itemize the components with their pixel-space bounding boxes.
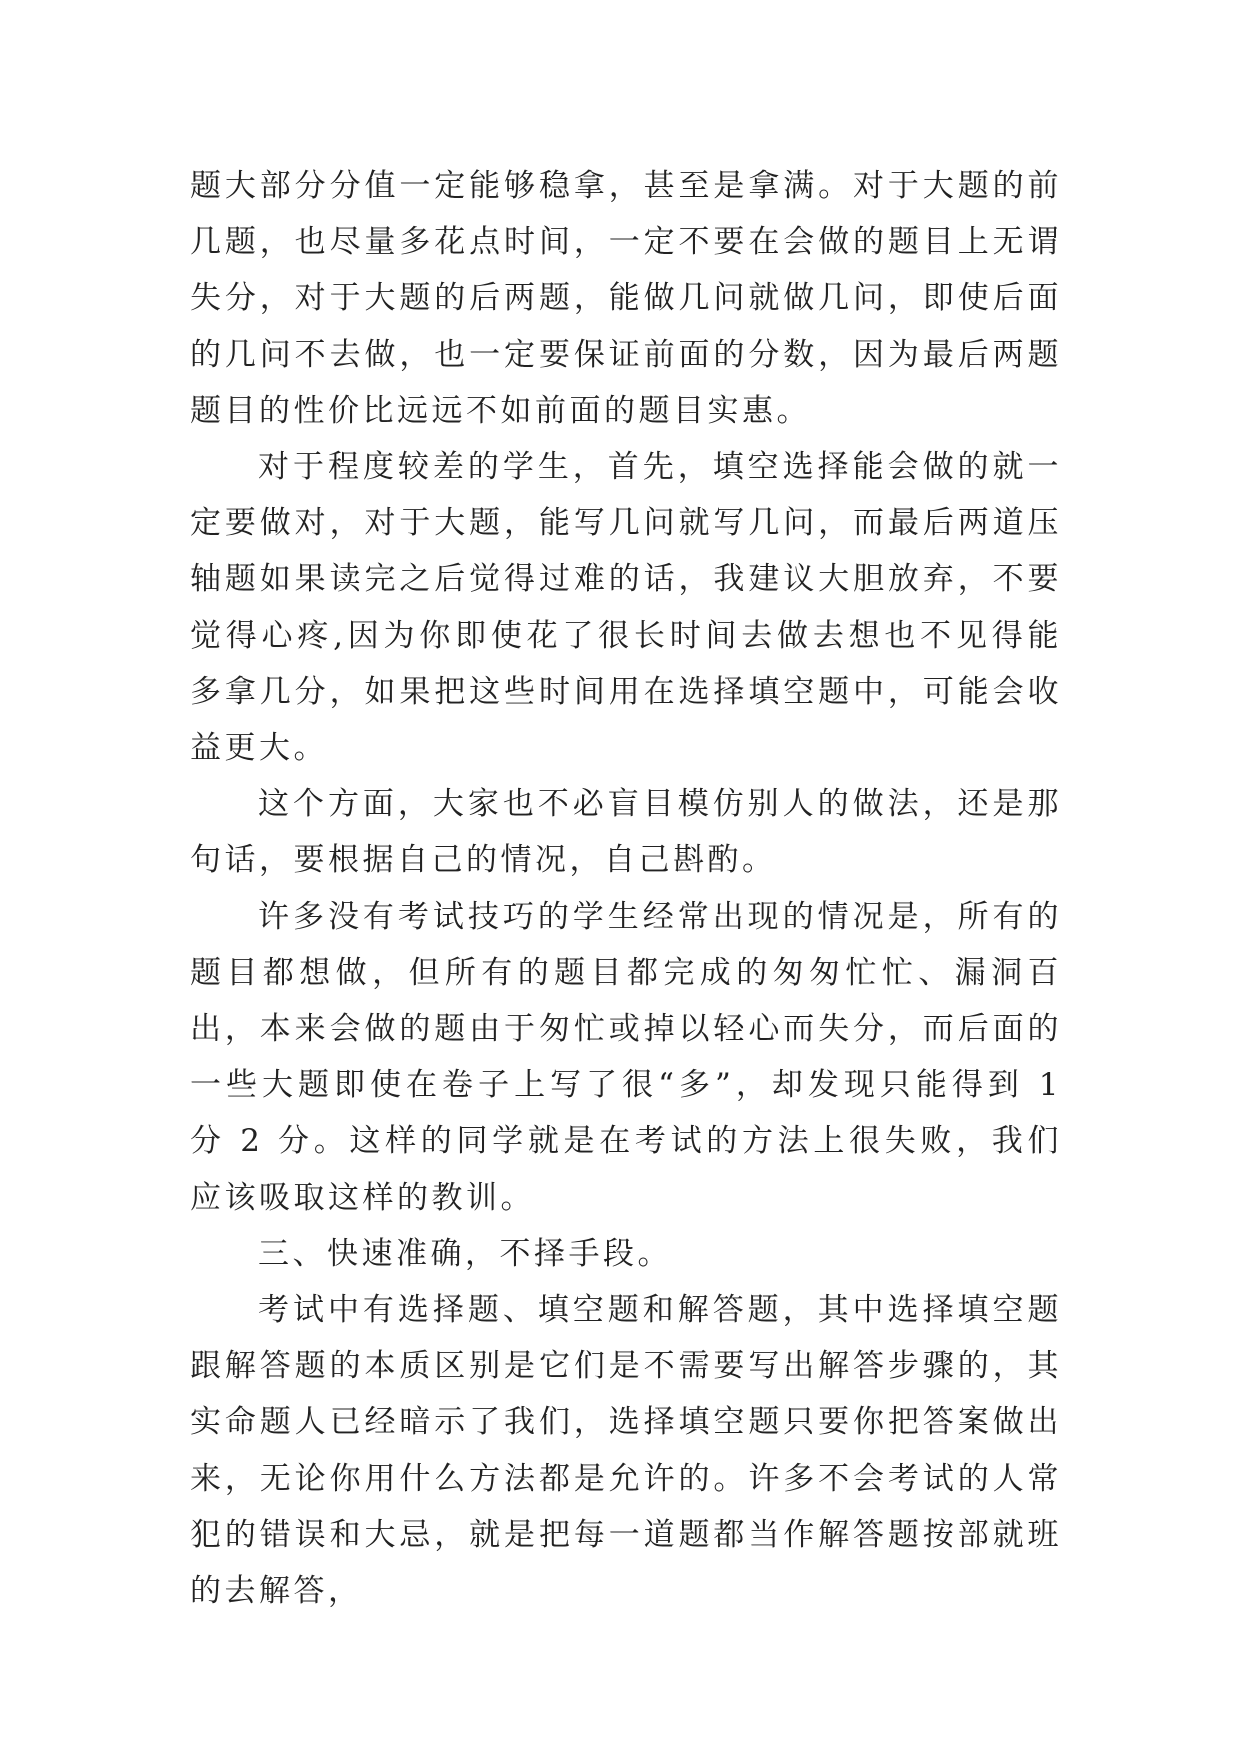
paragraph-3: 这个方面，大家也不必盲目模仿别人的做法，还是那句话，要根据自己的情况，自己斟酌。: [190, 786, 1062, 879]
paragraph-1: 题大部分分值一定能够稳拿，甚至是拿满。对于大题的前几题，也尽量多花点时间，一定不要在会做的题目上无谓失分，对于大题的后两题，能做几问就做几问，即使后面的几问不去做，也一定要保证前面的分数，因为最后两题题目的性价比远远不如前面的题目实惠。: [190, 168, 1062, 429]
paragraph-5: 考试中有选择题、填空题和解答题，其中选择填空题跟解答题的本质区别是它们是不需要写出解答步骤的，其实命题人已经暗示了我们，选择填空题只要你把答案做出来，无论你用什么方法都是允许的。许多不会考试的人常犯的错误和大忌，就是把每一道题都当作解答题按部就班的去解答，: [190, 1292, 1062, 1610]
section-heading: 三、快速准确，不择手段。: [258, 1235, 672, 1272]
document-body: [190, 158, 1062, 1619]
paragraph-2: 对于程度较差的学生，首先，填空选择能会做的就一定要做对，对于大题，能写几问就写几问，而最后两道压轴题如果读完之后觉得过难的话，我建议大胆放弃，不要觉得心疼,因为你即使花了很长时间去做去想也不见得能多拿几分，如果把这些时间用在选择填空题中，可能会收益更大。: [190, 449, 1062, 767]
paragraph-4: 许多没有考试技巧的学生经常出现的情况是，所有的题目都想做，但所有的题目都完成的匆匆忙忙、漏洞百出，本来会做的题由于匆忙或掉以轻心而失分，而后面的一些大题即使在卷子上写了很“多”，却发现只能得到 1 分 2 分。这样的同学就是在考试的方法上很失败，我们应该吸取这样的教训。: [190, 898, 1062, 1216]
